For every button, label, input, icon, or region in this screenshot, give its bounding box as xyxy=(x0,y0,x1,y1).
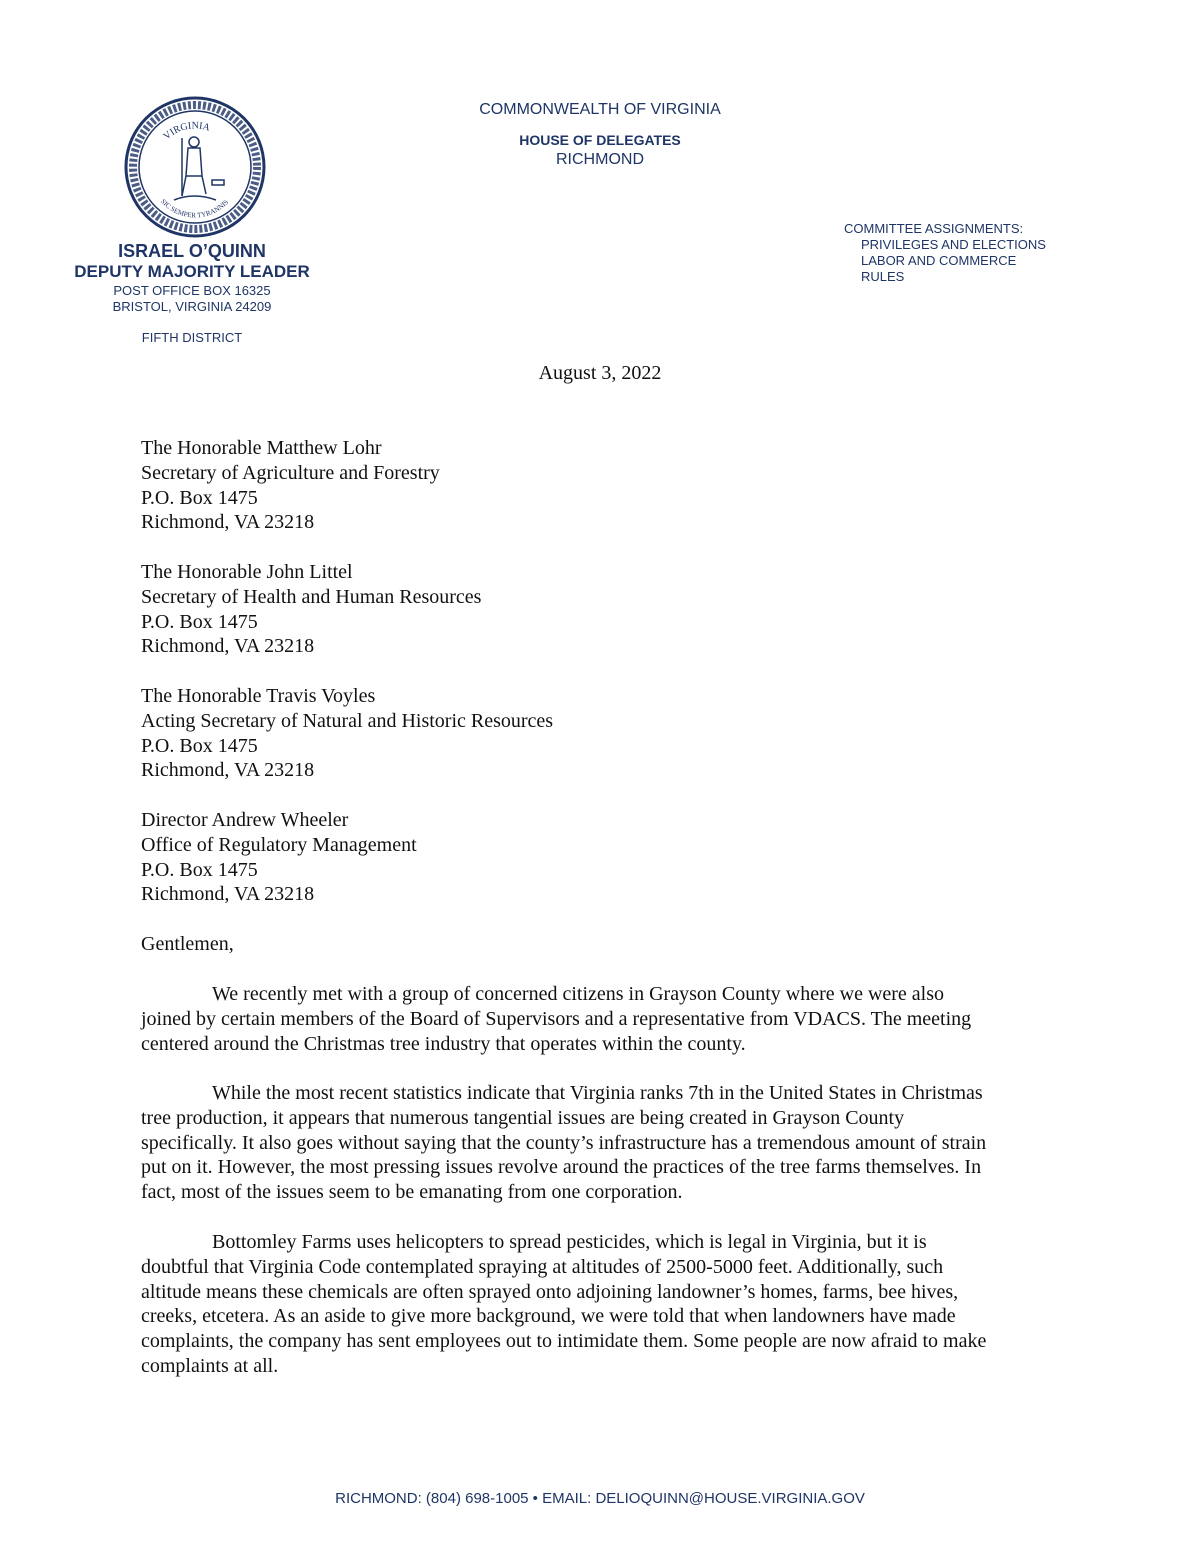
paragraph-line: While the most recent statistics indicate that Virginia ranks 7th in the United States in Christmas xyxy=(212,1082,983,1104)
footer-contact: RICHMOND: (804) 698-1005 • EMAIL: DELIOQUINN@HOUSE.VIRGINIA.GOV xyxy=(335,1490,865,1507)
recipient-address xyxy=(141,436,440,535)
city-address: BRISTOL, VIRGINIA 24209 xyxy=(112,299,272,314)
capital-heading: RICHMOND xyxy=(556,151,644,168)
paragraph-line: Bottomley Farms uses helicopters to spread pesticides, which is legal in Virginia, but it is xyxy=(212,1231,927,1253)
post-office-box: POST OFFICE BOX 16325 xyxy=(113,283,271,298)
address-line: P.O. Box 1475 xyxy=(141,858,258,881)
paragraph-line: complaints, the company has sent employees out to intimidate them. Some people are now afraid to make xyxy=(141,1330,987,1353)
paragraph-line: We recently met with a group of concerned citizens in Grayson County where we were also xyxy=(212,983,945,1005)
paragraph-line: doubtful that Virginia Code contemplated spraying at altitudes of 2500-5000 feet. Additionally, such xyxy=(141,1255,944,1278)
committee-heading: COMMITTEE ASSIGNMENTS: xyxy=(844,221,1024,236)
virginia-seal-logo xyxy=(124,96,266,238)
house-heading: HOUSE OF DELEGATES xyxy=(519,132,681,148)
delegate-name: ISRAEL O’QUINN xyxy=(118,241,266,261)
address-line: The Honorable John Littel xyxy=(141,561,353,583)
address-line: Office of Regulatory Management xyxy=(141,833,417,856)
committee-item: LABOR AND COMMERCE xyxy=(861,253,1017,268)
paragraph-line: altitude means these chemicals are often sprayed onto adjoining landowner’s homes, farms, bee hives, xyxy=(141,1280,959,1303)
address-line: Acting Secretary of Natural and Historic Resources xyxy=(141,709,554,732)
salutation: Gentlemen, xyxy=(141,933,234,955)
svg-text:VIRGINIA: VIRGINIA xyxy=(161,120,212,143)
committee-assignments xyxy=(844,221,1046,285)
paragraph-line: creeks, etcetera. As an aside to give more background, we were told that when landowners have made xyxy=(141,1305,956,1328)
paragraph-line: specifically. It also goes without saying that the county’s infrastructure has a tremendous amount of strain xyxy=(141,1131,987,1154)
svg-text:SIC SEMPER TYRANNIS: SIC SEMPER TYRANNIS xyxy=(159,197,231,220)
paragraph-line: complaints at all. xyxy=(141,1354,279,1377)
address-line: The Honorable Travis Voyles xyxy=(141,685,376,707)
recipient-address xyxy=(141,684,553,783)
paragraph-line: centered around the Christmas tree industry that operates within the county. xyxy=(141,1032,746,1055)
recipient-address xyxy=(141,560,481,659)
address-line: P.O. Box 1475 xyxy=(141,734,258,757)
district: FIFTH DISTRICT xyxy=(141,330,243,345)
address-line: The Honorable Matthew Lohr xyxy=(141,437,382,459)
address-line: Richmond, VA 23218 xyxy=(141,635,315,658)
body-paragraph xyxy=(141,1081,986,1205)
body-paragraph xyxy=(141,982,971,1056)
address-line: Secretary of Health and Human Resources xyxy=(141,585,482,608)
address-line: Richmond, VA 23218 xyxy=(141,883,315,906)
paragraph-line: joined by certain members of the Board of Supervisors and a representative from VDACS. The meeting xyxy=(141,1007,972,1030)
address-line: Richmond, VA 23218 xyxy=(141,511,315,534)
committee-item: PRIVILEGES AND ELECTIONS xyxy=(861,237,1046,252)
paragraph-line: fact, most of the issues seem to be emanating from one corporation. xyxy=(141,1181,683,1204)
body-paragraph xyxy=(141,1230,986,1379)
address-line: P.O. Box 1475 xyxy=(141,610,258,633)
committee-item: RULES xyxy=(861,269,905,284)
address-line: Secretary of Agriculture and Forestry xyxy=(141,461,440,484)
delegate-title: DEPUTY MAJORITY LEADER xyxy=(74,262,310,281)
paragraph-line: put on it. However, the most pressing issues revolve around the practices of the tree farms themselves. In xyxy=(141,1156,982,1179)
recipient-address xyxy=(141,808,417,907)
address-line: Director Andrew Wheeler xyxy=(141,809,349,831)
commonwealth-heading: COMMONWEALTH OF VIRGINIA xyxy=(479,101,721,118)
address-line: Richmond, VA 23218 xyxy=(141,759,315,782)
letter-date: August 3, 2022 xyxy=(538,362,662,384)
paragraph-line: tree production, it appears that numerous tangential issues are being created in Grayson County xyxy=(141,1106,905,1129)
address-line: P.O. Box 1475 xyxy=(141,486,258,509)
